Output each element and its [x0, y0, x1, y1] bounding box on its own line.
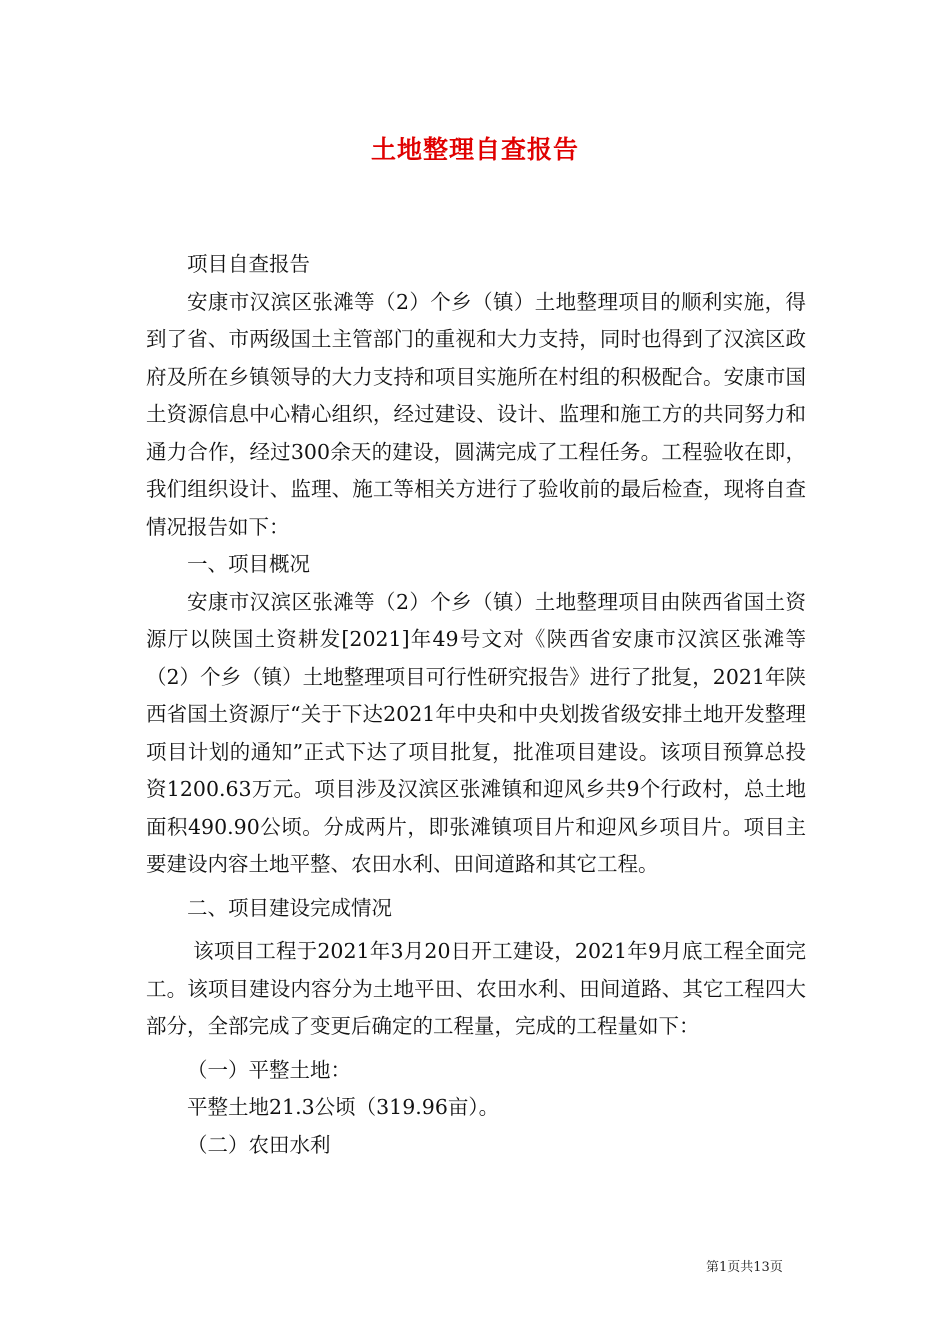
completion-paragraph: 该项目工程于2021年3月20日开工建设，2021年9月底工程全面完工。该项目建设内容分为土地平田、农田水利、田间道路、其它工程四大部分，全部完成了变更后确定的工程量，完成的工程量如下： [146, 939, 806, 1038]
document-body [146, 246, 806, 1164]
section-heading-completion: 二、项目建设完成情况 [187, 895, 392, 920]
subsection-heading-land-leveling: （一）平整土地： [187, 1057, 351, 1082]
land-leveling-paragraph: 平整土地21.3公顷（319.96亩）。 [187, 1095, 500, 1119]
intro-paragraph: 安康市汉滨区张滩等（2）个乡（镇）土地整理项目的顺利实施，得到了省、市两级国土主管部门的重视和大力支持，同时也得到了汉滨区政府及所在乡镇领导的大力支持和项目实施所在村组的积极配合。安康市国土资源信息中心精心组织，经过建设、设计、监理和施工方的共同努力和通力合作，经过300余天的建设，圆满完成了工程任务。工程验收在即，我们组织设计、监理、施工等相关方进行了验收前的最后检查，现将自查情况报告如下： [146, 289, 806, 539]
overview-paragraph: 安康市汉滨区张滩等（2）个乡（镇）土地整理项目由陕西省国土资源厅以陕国土资耕发[2021]年49号文对《陕西省安康市汉滨区张滩等（2）个乡（镇）土地整理项目可行性研究报告》进行了批复，2021年陕西省国土资源厅“关于下达2021年中央和中央划拨省级安排土地开发整理项目计划的通知”正式下达了项目批复，批准项目建设。该项目预算总投资1200.63万元。项目涉及汉滨区张滩镇和迎风乡共9个行政村，总土地面积490.90公顷。分成两片，即张滩镇项目片和迎风乡项目片。项目主要建设内容土地平整、农田水利、田间道路和其它工程。 [146, 589, 806, 876]
subsection-heading-irrigation: （二）农田水利 [187, 1132, 331, 1157]
document-title: 土地整理自查报告 [370, 135, 579, 164]
section-heading-overview: 一、项目概况 [187, 552, 310, 576]
page-number-footer: 第1页共13页 [706, 1260, 783, 1275]
report-subtitle: 项目自查报告 [187, 252, 310, 276]
